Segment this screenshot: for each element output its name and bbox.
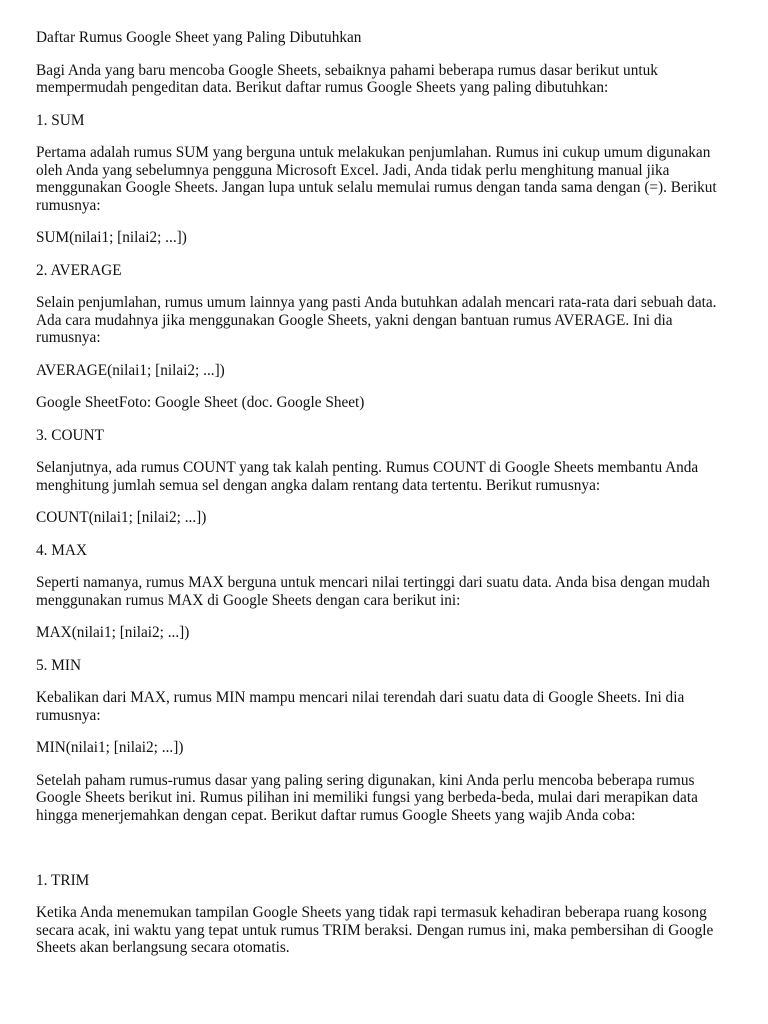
formula-average: AVERAGE(nilai1; [nilai2; ...]) [36,361,225,379]
section-body-average: Selain penjumlahan, rumus umum lainnya yang pasti Anda butuhkan adalah mencari rata-rata dari sebuah data. Ada cara mudahnya jika menggunakan Google Sheets, yakni dengan bantuan rumus AVERAGE. Ini dia rumusnya: [36,294,717,346]
section-body-max: Seperti namanya, rumus MAX berguna untuk mencari nilai tertinggi dari suatu data. Anda bisa dengan mudah menggunakan rumus MAX di Google Sheets dengan cara berikut ini: [36,574,710,609]
formula-max: MAX(nilai1; [nilai2; ...]) [36,624,190,641]
document-page [36,29,736,972]
section-heading-sum: 1. SUM [36,111,85,129]
section-heading-average: 2. AVERAGE [36,261,122,279]
formula-count: COUNT(nilai1; [nilai2; ...]) [36,509,207,526]
formula-min: MIN(nilai1; [nilai2; ...]) [36,739,184,756]
image-caption: Google SheetFoto: Google Sheet (doc. Google Sheet) [36,394,365,411]
section-body-sum: Pertama adalah rumus SUM yang berguna untuk melakukan penjumlahan. Rumus ini cukup umum digunakan oleh Anda yang sebelumnya pengguna Microsoft Excel. Jadi, Anda tidak perlu menghitung manual jika menggunakan Google Sheets. Jangan lupa untuk selalu memulai rumus dengan tanda sama dengan (=). Berikut rumusnya: [36,144,717,214]
transition-paragraph: Setelah paham rumus-rumus dasar yang paling sering digunakan, kini Anda perlu mencoba beberapa rumus Google Sheets berikut ini. Rumus pilihan ini memiliki fungsi yang berbeda-beda, mulai dari merapikan data hingga menerjemahkan dengan cepat. Berikut daftar rumus Google Sheets yang wajib Anda coba: [36,771,698,824]
intro-paragraph: Bagi Anda yang baru mencoba Google Sheets, sebaiknya pahami beberapa rumus dasar berikut untuk mempermudah pengeditan data. Berikut daftar rumus Google Sheets yang paling dibutuhkan: [36,61,658,96]
section-heading-max: 4. MAX [36,541,87,559]
section-heading-trim: 1. TRIM [36,871,90,889]
formula-sum: SUM(nilai1; [nilai2; ...]) [36,229,187,246]
section-body-trim: Ketika Anda menemukan tampilan Google Sheets yang tidak rapi termasuk kehadiran beberapa ruang kosong secara acak, ini waktu yang tepat untuk rumus TRIM beraksi. Dengan rumus ini, maka pembersihan di Google Sheets akan berlangsung secara otomatis. [36,904,714,956]
blank-line [36,839,736,857]
section-heading-min: 5. MIN [36,656,82,674]
section-body-min: Kebalikan dari MAX, rumus MIN mampu mencari nilai terendah dari suatu data di Google Sheets. Ini dia rumusnya: [36,689,685,724]
section-body-count: Selanjutnya, ada rumus COUNT yang tak kalah penting. Rumus COUNT di Google Sheets membantu Anda menghitung jumlah semua sel dengan angka dalam rentang data tertentu. Berikut rumusnya: [36,459,699,494]
document-title: Daftar Rumus Google Sheet yang Paling Dibutuhkan [36,29,362,46]
section-heading-count: 3. COUNT [36,426,104,444]
